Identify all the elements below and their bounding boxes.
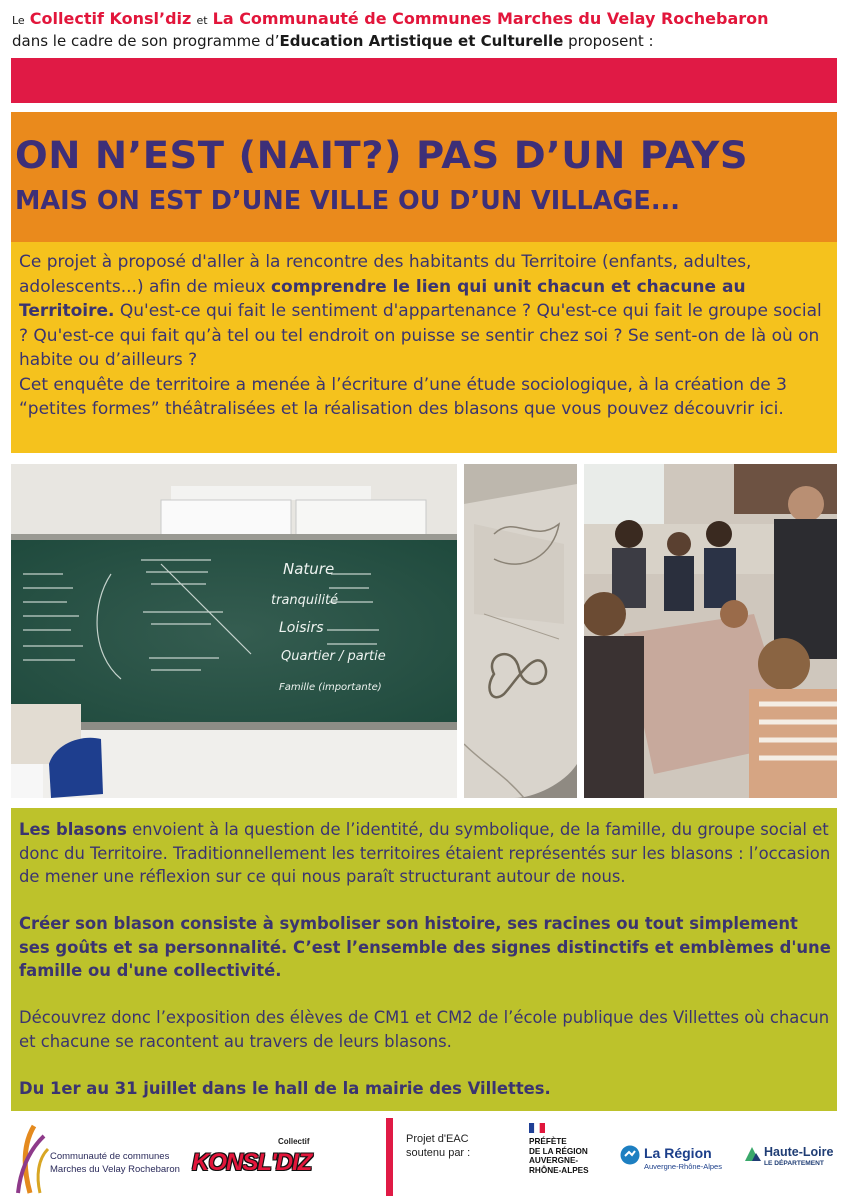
konsldiz-collectif: Collectif <box>278 1137 310 1146</box>
blackboard-illustration <box>11 464 457 798</box>
region-logo <box>620 1145 740 1177</box>
blasons-p2: Créer son blason consiste à symboliser son histoire, ses racines ou tout simplement ses goûts et sa personnalité. C’est l’ensemble des signes distinctifs et emblèmes d'une famille ou d'une collectivité. <box>19 914 831 980</box>
blasons-p1-rest: envoient à la question de l’identité, du symbolique, de la famille, du groupe social et donc du Territoire. Traditionnellement les territoires étaient représentés sur les blasons : l’occasion de mener une réflexion sur ce qui nous paraît structurant autour de nous. <box>19 820 831 886</box>
haute-loire-logo <box>744 1145 844 1177</box>
header-le: Le <box>12 14 25 27</box>
header-line2-bold: Education Artistique et Culturelle <box>279 32 564 50</box>
intro-band <box>11 242 837 453</box>
haute-loire-name: Haute-Loire <box>764 1145 834 1159</box>
ccmv-line2: Marches du Velay Rochebaron <box>50 1164 180 1175</box>
exhibition-dates: Du 1er au 31 juillet dans le hall de la mairie des Villettes. <box>19 1078 551 1098</box>
blasons-text <box>19 818 831 1100</box>
prefete-logo <box>529 1123 609 1195</box>
region-mark-icon <box>620 1145 640 1165</box>
header-line2-post: proposent : <box>563 32 654 50</box>
ccmv-logo-icon <box>10 1121 50 1196</box>
ccmv-line1: Communauté de communes <box>50 1151 170 1162</box>
red-band <box>11 58 837 103</box>
children-illustration <box>584 464 837 798</box>
intro-p2: Cet enquête de territoire a menée à l’écriture d’une étude sociologique, à la création de 3 “petites formes” théâtralisées et la réalisation des blasons que vous pouvez découvrir ici. <box>19 374 787 419</box>
prefete-name: PRÉFÈTE DE LA RÉGION AUVERGNE- RHÔNE-ALPES <box>529 1137 589 1175</box>
photo-blackboard <box>11 464 457 798</box>
poster-subtitle: MAIS ON EST D’UNE VILLE OU D’UN VILLAGE... <box>15 186 680 216</box>
region-sub: Auvergne-Rhône-Alpes <box>644 1162 722 1171</box>
blasons-band <box>11 808 837 1111</box>
blasons-p1-bold: Les blasons <box>19 820 127 839</box>
header-org-konsldiz: Collectif Konsl’diz <box>29 9 192 28</box>
board-word-1: Nature <box>283 560 335 578</box>
shield-illustration <box>464 464 577 798</box>
header-line2 <box>12 31 842 51</box>
konsldiz-wordmark: KONSL'DIZ <box>192 1149 312 1176</box>
header-line1 <box>12 8 842 31</box>
header-et: et <box>196 14 208 27</box>
eac-support-label: Projet d'EAC soutenu par : <box>406 1133 471 1159</box>
board-word-4: Quartier / partie <box>281 649 386 664</box>
title-band <box>11 112 837 242</box>
footer-divider <box>386 1118 393 1196</box>
board-word-2: tranquilité <box>271 593 339 608</box>
header-org-ccmvr: La Communauté de Communes Marches du Velay Rochebaron <box>212 9 769 28</box>
poster-title: ON N’EST (NAIT?) PAS D’UN PAYS <box>15 134 749 177</box>
photo-shield <box>464 464 577 798</box>
intro-p1-bold: comprendre le lien qui unit chacun et chacune au Territoire. <box>19 276 746 321</box>
header-line2-pre: dans le cadre de son programme d’ <box>12 32 280 50</box>
haute-loire-mark-icon <box>744 1145 762 1163</box>
footer <box>0 1115 848 1200</box>
board-word-5: Famille (importante) <box>279 682 382 693</box>
ccmv-name <box>50 1150 180 1176</box>
blasons-p1 <box>19 818 831 889</box>
intro-text <box>19 250 831 422</box>
konsldiz-logo <box>190 1135 315 1185</box>
intro-p1b: Qu'est-ce qui fait le sentiment d'appartenance ? Qu'est-ce qui fait le groupe social ? Qu'est-ce qui fait qu’à tel ou tel endroit on puisse se sentir chez soi ? Se sent-on de là où on habite ou d’ailleurs ? <box>19 301 822 370</box>
haute-loire-sub: LE DÉPARTEMENT <box>764 1160 824 1167</box>
ccmv-logo <box>10 1118 180 1198</box>
board-word-3: Loisirs <box>279 620 324 636</box>
header <box>12 8 842 51</box>
blasons-p3: Découvrez donc l’exposition des élèves de CM1 et CM2 de l’école publique des Villettes où chacun et chacune se racontent au travers de leurs blasons. <box>19 1008 830 1051</box>
marianne-flag-icon <box>529 1123 545 1133</box>
photo-children-workshop <box>584 464 837 798</box>
intro-p1a: Ce projet à proposé d'aller à la rencontre des habitants du Territoire (enfants, adultes, adolescents...) afin de mieux <box>19 252 752 297</box>
region-name: La Région <box>644 1145 712 1161</box>
